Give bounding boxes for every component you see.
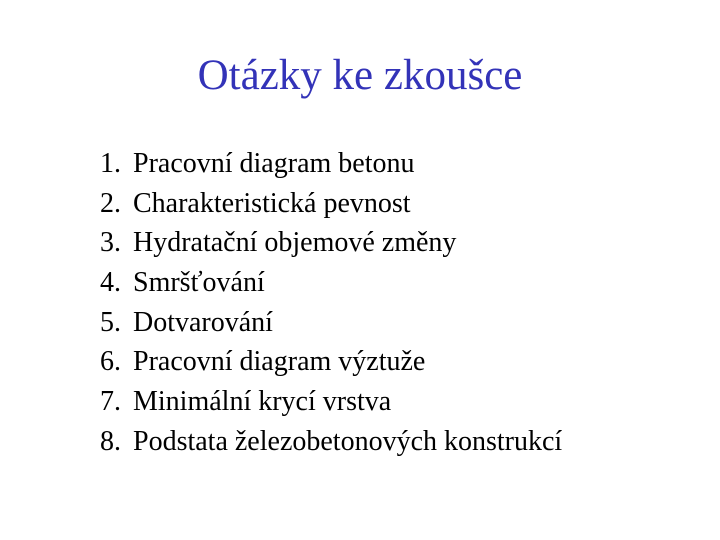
question-item bbox=[100, 382, 562, 422]
question-text: Dotvarování bbox=[133, 306, 273, 338]
question-list bbox=[100, 144, 562, 462]
question-item bbox=[100, 184, 562, 224]
question-number: 3. bbox=[100, 227, 121, 259]
question-number: 4. bbox=[100, 267, 121, 299]
question-text: Smršťování bbox=[133, 267, 265, 299]
question-item bbox=[100, 263, 562, 303]
question-item bbox=[100, 303, 562, 343]
question-item bbox=[100, 144, 562, 184]
question-number: 1. bbox=[100, 148, 121, 179]
question-text: Podstata železobetonových konstrukcí bbox=[133, 425, 563, 457]
question-number: 5. bbox=[100, 306, 121, 338]
question-text: Charakteristická pevnost bbox=[133, 187, 411, 219]
question-number: 6. bbox=[100, 346, 121, 378]
question-text: Pracovní diagram betonu bbox=[133, 148, 415, 179]
question-text: Pracovní diagram výztuže bbox=[133, 346, 426, 378]
question-item bbox=[100, 342, 562, 382]
question-text: Minimální krycí vrstva bbox=[133, 386, 392, 418]
question-item bbox=[100, 223, 562, 263]
question-text: Hydratační objemové změny bbox=[133, 227, 457, 259]
question-item bbox=[100, 422, 562, 462]
slide-title: Otázky ke zkoušce bbox=[197, 52, 523, 99]
question-number: 7. bbox=[100, 386, 121, 418]
question-number: 8. bbox=[100, 425, 121, 457]
question-number: 2. bbox=[100, 187, 121, 219]
